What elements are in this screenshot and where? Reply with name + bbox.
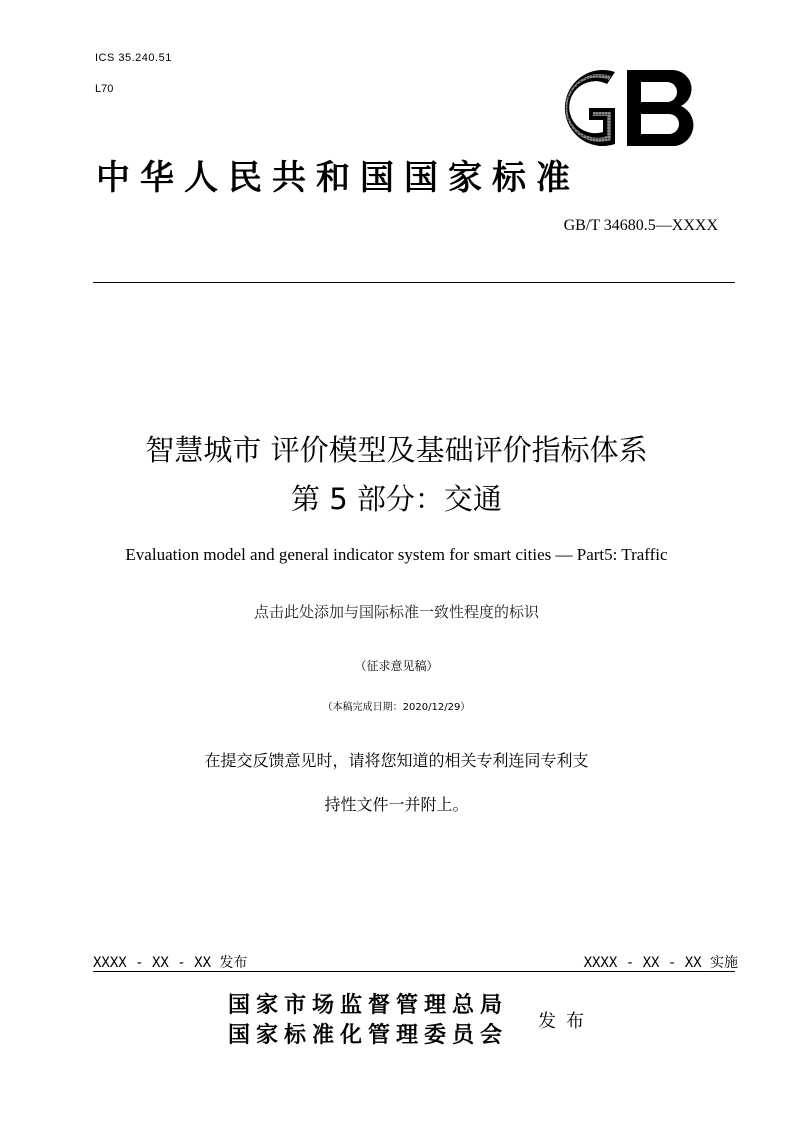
issue-date: XXXX - XX - XX 发布 xyxy=(93,955,248,971)
header-divider xyxy=(93,282,735,283)
classification-code: L70 xyxy=(95,83,114,95)
logo-text: GB xyxy=(543,62,545,63)
title-line-2: 第 5 部分：交通 xyxy=(291,482,502,516)
issuer-samr: 国家市场监督管理总局 xyxy=(228,992,509,1018)
title-line-1: 智慧城市 评价模型及基础评价指标体系 xyxy=(145,433,648,467)
patent-notice-line-1: 在提交反馈意见时，请将您知道的相关专利连同专利支 xyxy=(204,751,589,770)
gb-logo xyxy=(543,62,701,154)
publish-label: 发布 xyxy=(538,1011,594,1032)
patent-notice-line-2: 持性文件一并附上。 xyxy=(324,795,469,814)
standard-code: GB/T 34680.5—XXXX xyxy=(563,217,718,234)
footer-divider xyxy=(93,971,735,972)
draft-status: （征求意见稿） xyxy=(354,659,439,673)
ics-code: ICS 35.240.51 xyxy=(95,52,172,64)
english-title: Evaluation model and general indicator system for smart cities — Part5: Traffic xyxy=(125,545,668,564)
implement-date: XXXX - XX - XX 实施 xyxy=(583,955,738,971)
consistency-note[interactable]: 点击此处添加与国际标准一致性程度的标识 xyxy=(253,603,539,621)
issuer-sac: 国家标准化管理委员会 xyxy=(228,1022,509,1048)
completion-date: （本稿完成日期：2020/12/29） xyxy=(322,702,471,713)
national-standard-heading: 中华人民共和国国家标准 xyxy=(96,158,580,198)
